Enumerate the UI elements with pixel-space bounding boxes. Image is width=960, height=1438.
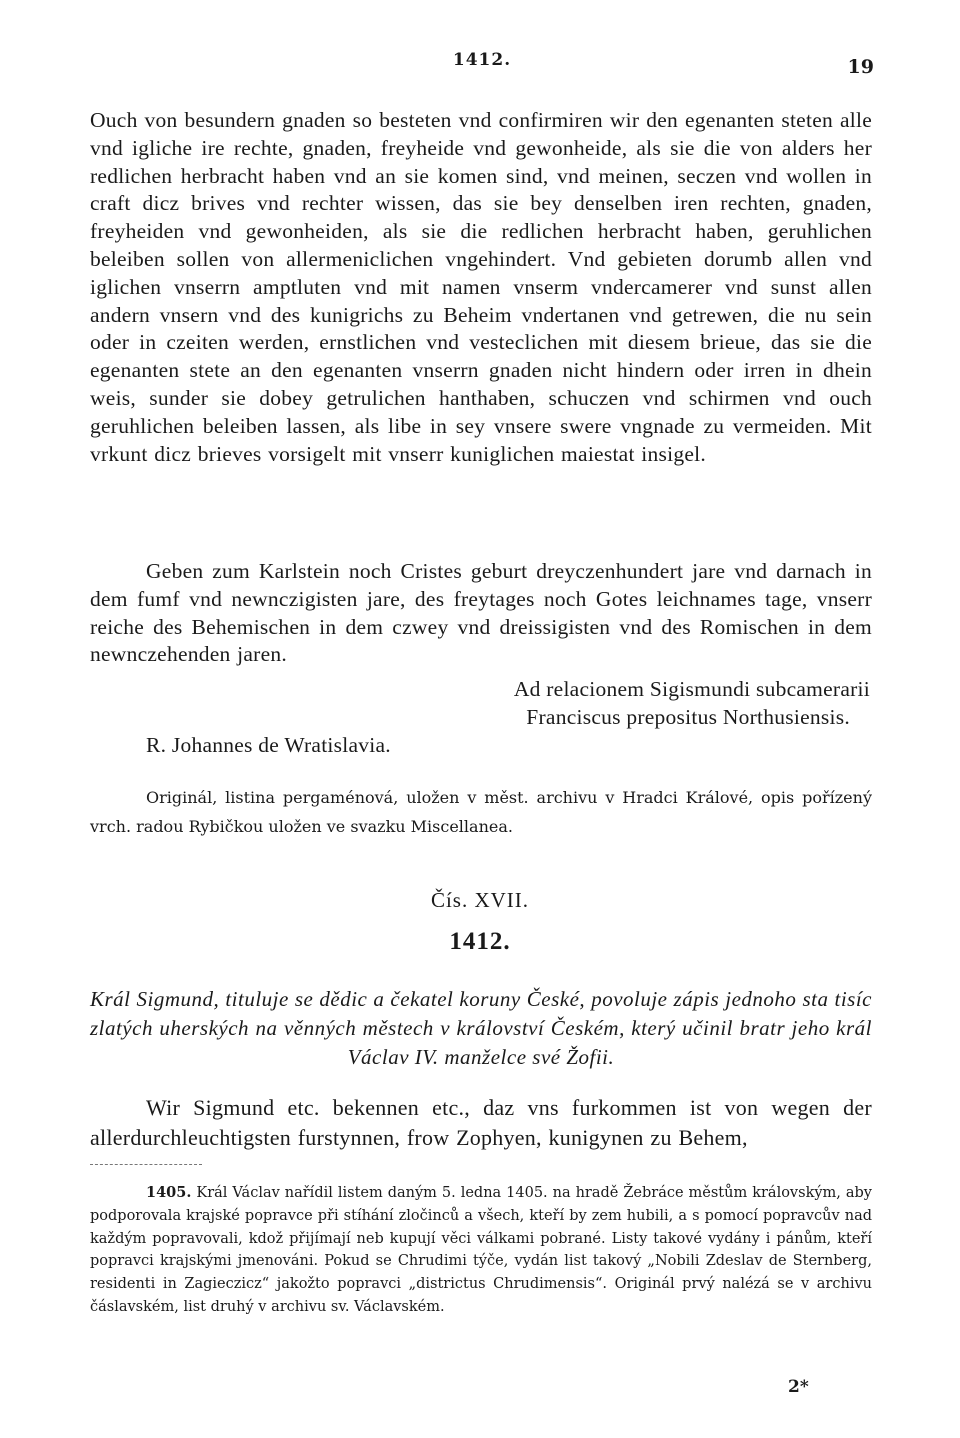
scribe-note: Franciscus prepositus Northusiensis.	[526, 705, 850, 729]
printer-signature-mark: 2*	[788, 1377, 809, 1397]
charter-dating-clause: Geben zum Karlstein noch Cristes geburt dreyczenhundert jare vnd darnach in dem fumf vnd newnczigisten jare, des freytages noch Gotes leichnames tage, vnserr reiche des Behemischen in dem czwey vnd dreissigisten vnd des Romischen in dem newnczehenden jaren.	[90, 559, 872, 667]
running-head-year: 1412.	[452, 50, 512, 70]
footnote	[90, 1182, 872, 1319]
charter-opening-text: Wir Sigmund etc. bekennen etc., daz vns furkommen ist von wegen der allerdurchleuchtigsten furstynnen, frow Zophyen, kunigynen zu Behem,	[90, 1095, 872, 1150]
charter-text-paragraph-1: Ouch von besundern gnaden so besteten vnd confirmiren wir den egenanten steten alle vnd igliche ire rechte, gnaden, freyheide vnd gewonheide, als sie die von alders her redlichen herbracht haben vnd an sie komen sind, vnd meinen, seczen vnd wollen in craft dicz brives vnd rechter wissen, das sie bey denselben iren rechten, gnaden, freyheiden vnd gewonheiden, als sie die redlichen herbracht haben, geruhlichen beleiben sollen von allermeniclichen vngehindert. Vnd gebieten dorumb allen vnd iglichen vnserrn amptluten vnd mit namen vnserm vndercamerer vnd sunst allen andern vnsern vnd des kunigrichs zu Beheim vndertanen vnd getrewen, die nu sein oder in czeiten werden, ernstlichen vnd vesteclichen mit diesem brieue, das sie die egenanten stete an den egenanten vnserrn gnaden nicht hindern oder irren in dhein weis, sunder sie dobey getrulichen hanthaben, schuczen vnd schirmen vnd ouch geruhlichen beleiben lassen, als libe in sey vnsere swere vngnade zu vermeiden. Mit vrkunt dicz brieves vorsigelt mit vnserr kuniglichen maiestat insigel.	[90, 108, 872, 466]
footnote-number: 1405.	[146, 1184, 192, 1201]
document-number: Čís. XVII.	[430, 888, 530, 912]
document-year: 1412.	[449, 928, 511, 955]
document-regest: Král Sigmund, tituluje se dědic a čekatel koruny České, povoluje zápis jednoho sta tisíc zlatých uherských na věnných městech v království Českém, který učinil bratr jeho král Václav IV. manželce své Žofii.	[90, 987, 872, 1069]
relacio-note: Ad relacionem Sigismundi subcamerarii	[513, 677, 870, 701]
page-number: 19	[847, 56, 874, 78]
registrar-note: R. Johannes de Wratislavia.	[146, 733, 391, 757]
footnote-text: Král Václav nařídil listem daným 5. ledna 1405. na hradě Žebráce městům královským, aby podporovala krajské popravce při stíhání zločinců a všech, kteří by zem hubili, a s pomocí popravcův nad každým popravovali, kdož přijímají neb kupují věci válkami pobrané. Listy takové vydány i pánům, kteří popravci krajskými jmenováni. Pokud se Chrudimi týče, vydán list takový „Nobili Zdeslav de Sternberg, residenti in Zagieczicz“ jakožto popravci „districtus Chrudimensis“. Originál prvý nalézá se v archivu čáslavském, list druhý v archivu sv. Václavském.	[90, 1185, 872, 1315]
footnote-separator	[90, 1164, 202, 1165]
running-head	[90, 50, 874, 78]
editorial-note: Originál, listina pergaménová, uložen v měst. archivu v Hradci Králové, opis pořízený vrch. radou Rybičkou uložen ve svazku Miscellanea.	[90, 788, 872, 836]
